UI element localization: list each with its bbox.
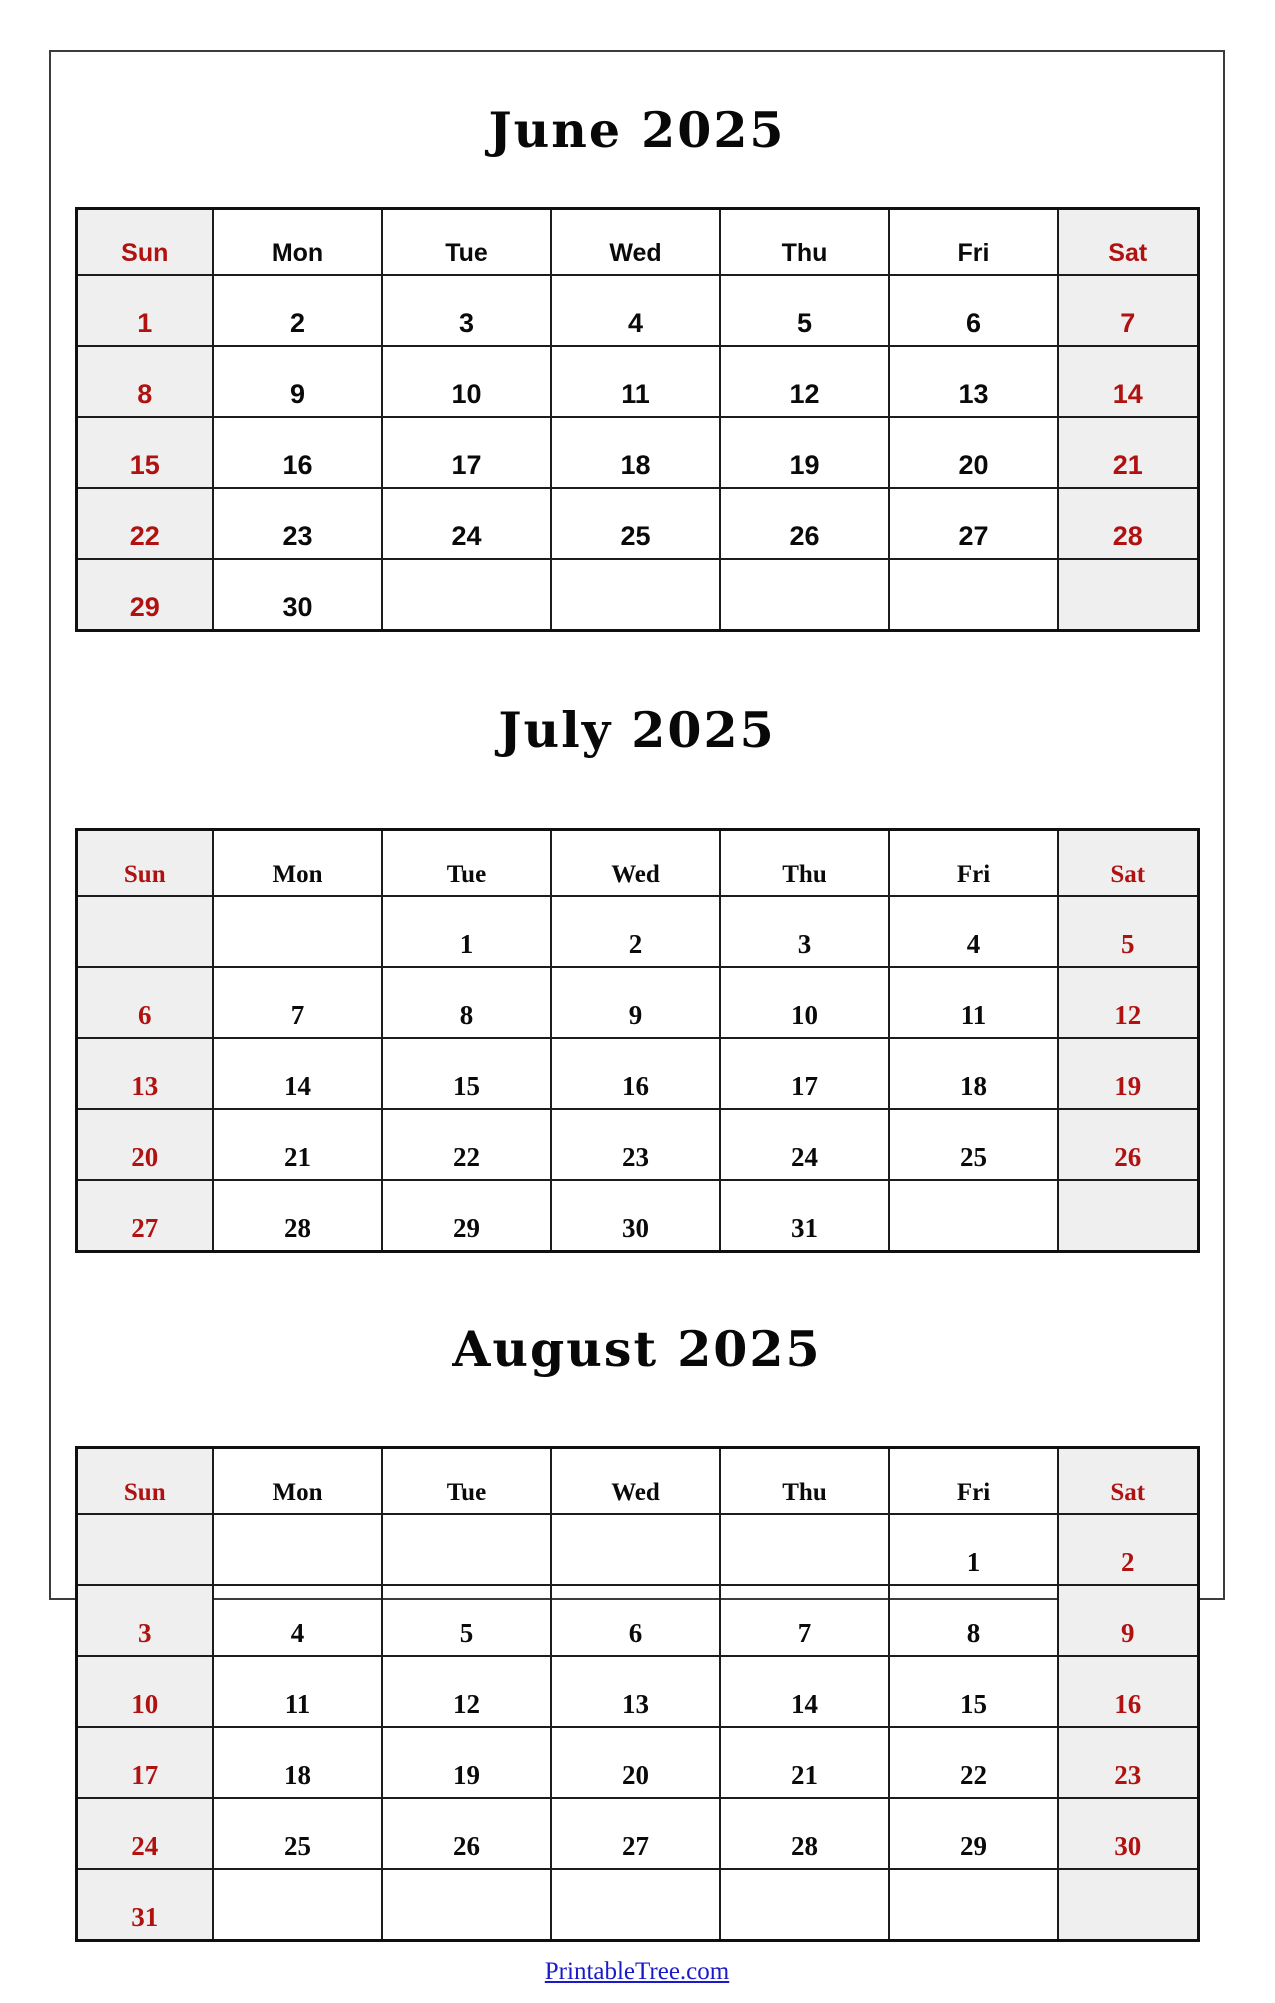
day-cell: 8 [889, 1585, 1058, 1656]
day-cell: 7 [1058, 275, 1198, 346]
weekday-header-row [76, 209, 1198, 276]
day-cell: 4 [889, 896, 1058, 967]
day-cell: 5 [382, 1585, 551, 1656]
day-cell: 7 [720, 1585, 889, 1656]
month-section-june [51, 93, 1223, 633]
day-cell: 4 [213, 1585, 382, 1656]
weekday-header-sun: Sun [76, 829, 213, 896]
day-cell: 15 [889, 1656, 1058, 1727]
day-cell: 19 [720, 417, 889, 488]
july-calendar-table [75, 828, 1200, 1253]
day-cell: 6 [76, 967, 213, 1038]
empty-day-cell [720, 1514, 889, 1585]
day-cell: 24 [76, 1798, 213, 1869]
day-cell: 5 [720, 275, 889, 346]
empty-day-cell [382, 1514, 551, 1585]
day-cell: 1 [382, 896, 551, 967]
day-cell: 18 [213, 1727, 382, 1798]
day-cell: 6 [889, 275, 1058, 346]
empty-day-cell [889, 559, 1058, 631]
day-cell: 21 [1058, 417, 1198, 488]
day-cell: 9 [213, 346, 382, 417]
empty-day-cell [889, 1869, 1058, 1941]
empty-day-cell [551, 559, 720, 631]
empty-day-cell [213, 1514, 382, 1585]
weekday-header-sun: Sun [76, 1447, 213, 1514]
weekday-header-tue: Tue [382, 1447, 551, 1514]
weekday-header-tue: Tue [382, 829, 551, 896]
day-cell: 3 [382, 275, 551, 346]
week-row [76, 1656, 1198, 1727]
day-cell: 28 [1058, 488, 1198, 559]
day-cell: 30 [1058, 1798, 1198, 1869]
empty-day-cell [382, 1869, 551, 1941]
day-cell: 4 [551, 275, 720, 346]
day-cell: 20 [889, 417, 1058, 488]
day-cell: 19 [382, 1727, 551, 1798]
june-calendar-table [75, 207, 1200, 632]
weekday-header-fri: Fri [889, 829, 1058, 896]
day-cell: 31 [720, 1180, 889, 1252]
day-cell: 8 [382, 967, 551, 1038]
day-cell: 10 [76, 1656, 213, 1727]
day-cell: 21 [720, 1727, 889, 1798]
weekday-header-row [76, 829, 1198, 896]
day-cell: 2 [213, 275, 382, 346]
week-row [76, 346, 1198, 417]
empty-day-cell [720, 559, 889, 631]
day-cell: 1 [76, 275, 213, 346]
weekday-header-mon: Mon [213, 829, 382, 896]
day-cell: 10 [720, 967, 889, 1038]
weekday-header-thu: Thu [720, 829, 889, 896]
day-cell: 17 [720, 1038, 889, 1109]
day-cell: 29 [76, 559, 213, 631]
week-row [76, 1038, 1198, 1109]
day-cell: 16 [213, 417, 382, 488]
day-cell: 10 [382, 346, 551, 417]
empty-day-cell [889, 1180, 1058, 1252]
month-title-august: August 2025 [452, 1320, 822, 1379]
august-calendar-table [75, 1446, 1200, 1942]
weekday-header-sat: Sat [1058, 1447, 1198, 1514]
weekday-header-sat: Sat [1058, 829, 1198, 896]
day-cell: 12 [382, 1656, 551, 1727]
empty-day-cell [76, 896, 213, 967]
week-row [76, 1585, 1198, 1656]
weekday-header-sun: Sun [76, 209, 213, 276]
month-title-june: June 2025 [488, 100, 786, 159]
week-row [76, 896, 1198, 967]
week-row [76, 1798, 1198, 1869]
weekday-header-wed: Wed [551, 209, 720, 276]
printabletree-link[interactable]: PrintableTree.com [544, 1958, 730, 1986]
footer [51, 1942, 1223, 2003]
day-cell: 18 [551, 417, 720, 488]
week-row [76, 1180, 1198, 1252]
day-cell: 5 [1058, 896, 1198, 967]
empty-day-cell [1058, 1180, 1198, 1252]
day-cell: 2 [1058, 1514, 1198, 1585]
weekday-header-mon: Mon [213, 209, 382, 276]
week-row [76, 967, 1198, 1038]
day-cell: 15 [382, 1038, 551, 1109]
day-cell: 2 [551, 896, 720, 967]
day-cell: 9 [551, 967, 720, 1038]
day-cell: 25 [551, 488, 720, 559]
day-cell: 20 [551, 1727, 720, 1798]
week-row [76, 417, 1198, 488]
day-cell: 16 [1058, 1656, 1198, 1727]
day-cell: 30 [551, 1180, 720, 1252]
day-cell: 24 [720, 1109, 889, 1180]
empty-day-cell [551, 1514, 720, 1585]
week-row [76, 559, 1198, 631]
week-row [76, 488, 1198, 559]
day-cell: 11 [551, 346, 720, 417]
day-cell: 22 [382, 1109, 551, 1180]
day-cell: 27 [889, 488, 1058, 559]
empty-day-cell [213, 896, 382, 967]
day-cell: 23 [551, 1109, 720, 1180]
weekday-header-tue: Tue [382, 209, 551, 276]
day-cell: 27 [551, 1798, 720, 1869]
weekday-header-row [76, 1447, 1198, 1514]
day-cell: 3 [76, 1585, 213, 1656]
empty-day-cell [382, 559, 551, 631]
week-row [76, 1869, 1198, 1941]
week-row [76, 1514, 1198, 1585]
day-cell: 30 [213, 559, 382, 631]
weekday-header-thu: Thu [720, 1447, 889, 1514]
day-cell: 12 [720, 346, 889, 417]
day-cell: 27 [76, 1180, 213, 1252]
week-row [76, 1109, 1198, 1180]
day-cell: 26 [720, 488, 889, 559]
empty-day-cell [76, 1514, 213, 1585]
day-cell: 6 [551, 1585, 720, 1656]
day-cell: 31 [76, 1869, 213, 1941]
day-cell: 26 [1058, 1109, 1198, 1180]
day-cell: 15 [76, 417, 213, 488]
day-cell: 20 [76, 1109, 213, 1180]
week-row [76, 275, 1198, 346]
week-row [76, 1727, 1198, 1798]
day-cell: 8 [76, 346, 213, 417]
page-frame [49, 50, 1225, 1986]
day-cell: 17 [382, 417, 551, 488]
day-cell: 29 [889, 1798, 1058, 1869]
day-cell: 18 [889, 1038, 1058, 1109]
weekday-header-sat: Sat [1058, 209, 1198, 276]
weekday-header-thu: Thu [720, 209, 889, 276]
empty-day-cell [213, 1869, 382, 1941]
day-cell: 13 [551, 1656, 720, 1727]
day-cell: 9 [1058, 1585, 1198, 1656]
day-cell: 14 [213, 1038, 382, 1109]
day-cell: 13 [889, 346, 1058, 417]
day-cell: 14 [1058, 346, 1198, 417]
day-cell: 13 [76, 1038, 213, 1109]
day-cell: 14 [720, 1656, 889, 1727]
day-cell: 16 [551, 1038, 720, 1109]
empty-day-cell [1058, 559, 1198, 631]
weekday-header-fri: Fri [889, 209, 1058, 276]
weekday-header-mon: Mon [213, 1447, 382, 1514]
day-cell: 11 [213, 1656, 382, 1727]
empty-day-cell [720, 1869, 889, 1941]
weekday-header-fri: Fri [889, 1447, 1058, 1514]
day-cell: 19 [1058, 1038, 1198, 1109]
empty-day-cell [551, 1869, 720, 1941]
weekday-header-wed: Wed [551, 1447, 720, 1514]
month-section-july [51, 673, 1223, 1253]
day-cell: 25 [889, 1109, 1058, 1180]
day-cell: 17 [76, 1727, 213, 1798]
day-cell: 7 [213, 967, 382, 1038]
day-cell: 28 [213, 1180, 382, 1252]
day-cell: 22 [889, 1727, 1058, 1798]
day-cell: 26 [382, 1798, 551, 1869]
month-title-july: July 2025 [498, 700, 776, 759]
day-cell: 25 [213, 1798, 382, 1869]
day-cell: 3 [720, 896, 889, 967]
day-cell: 28 [720, 1798, 889, 1869]
day-cell: 12 [1058, 967, 1198, 1038]
month-section-august [51, 1293, 1223, 1942]
weekday-header-wed: Wed [551, 829, 720, 896]
day-cell: 24 [382, 488, 551, 559]
empty-day-cell [1058, 1869, 1198, 1941]
day-cell: 11 [889, 967, 1058, 1038]
day-cell: 23 [1058, 1727, 1198, 1798]
day-cell: 21 [213, 1109, 382, 1180]
day-cell: 29 [382, 1180, 551, 1252]
day-cell: 23 [213, 488, 382, 559]
day-cell: 1 [889, 1514, 1058, 1585]
day-cell: 22 [76, 488, 213, 559]
